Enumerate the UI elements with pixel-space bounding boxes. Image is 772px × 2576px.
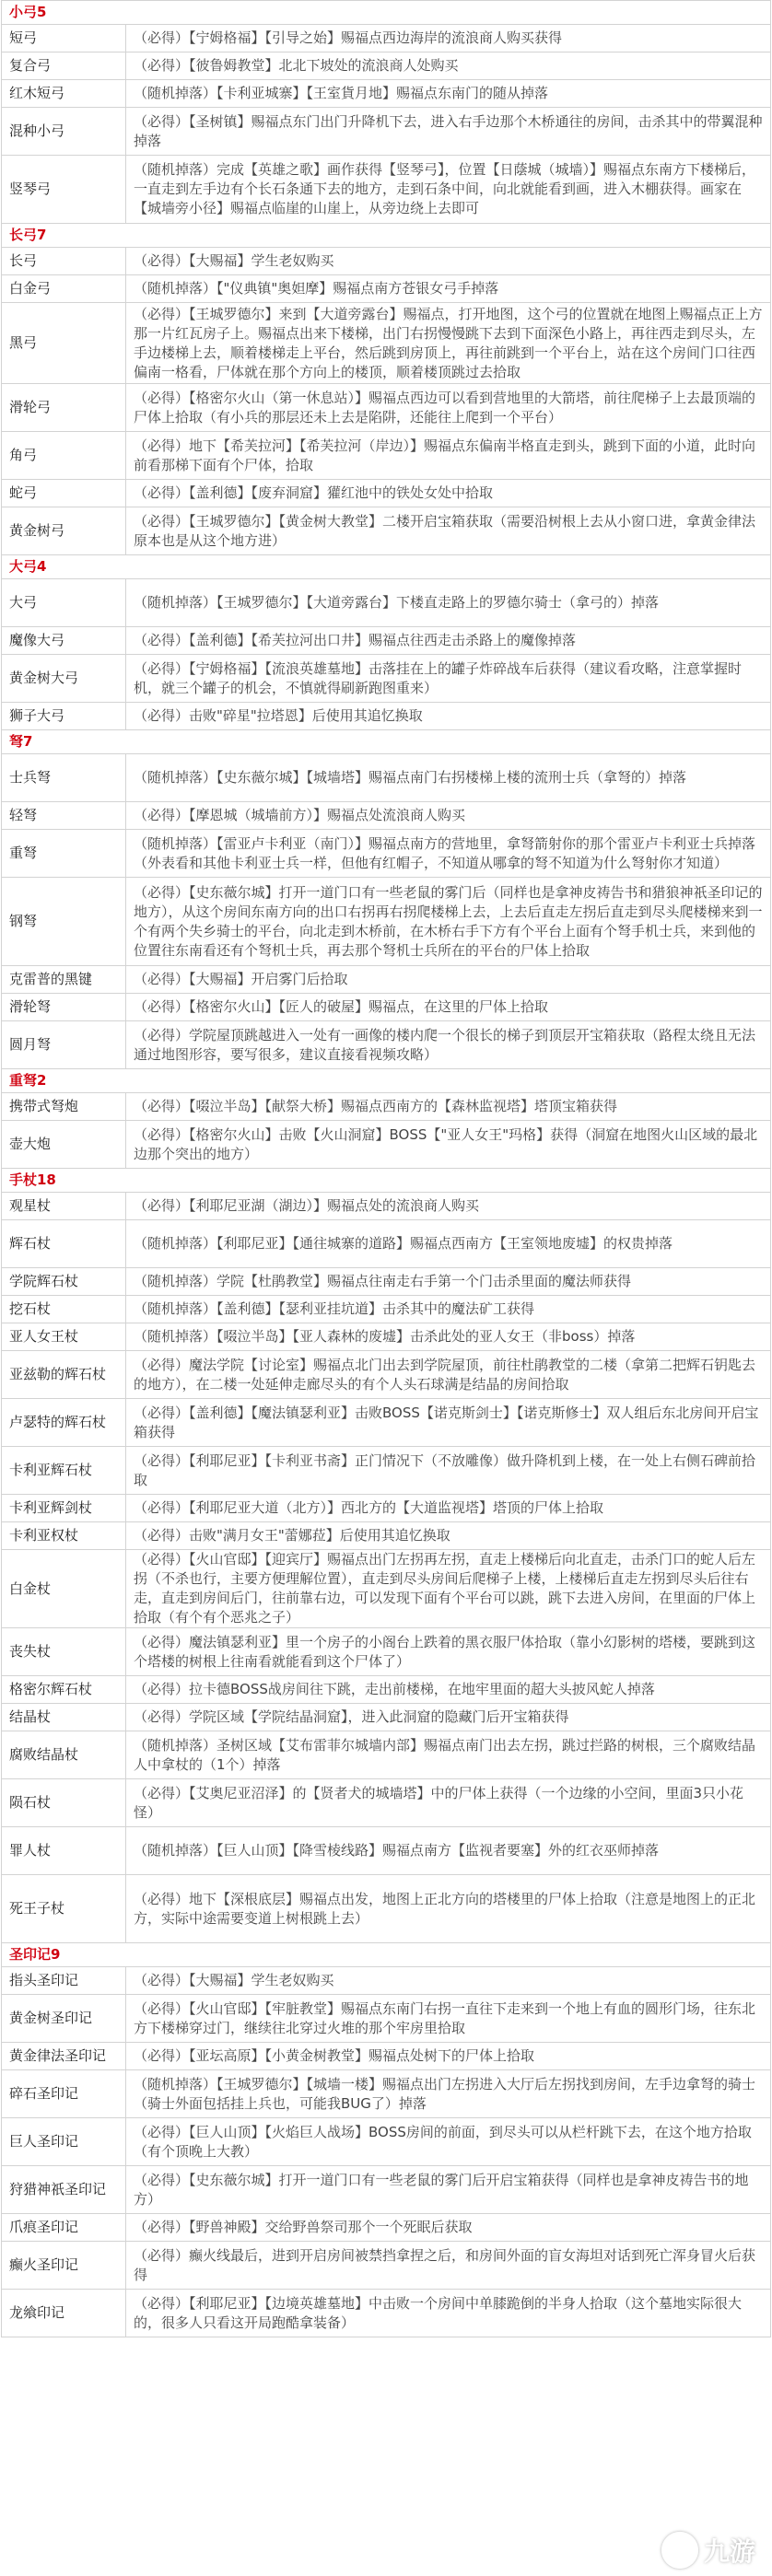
acquisition-description: （必得）【大赐福】学生老奴购买 <box>126 1967 771 1995</box>
weapon-name: 亚人女王杖 <box>2 1323 126 1351</box>
table-row <box>2 1193 771 1220</box>
acquisition-description: （随机掉落）【卡利亚城寨】【王室貨月地】赐福点东南门的随从掉落 <box>126 80 771 108</box>
weapon-name: 滑轮弓 <box>2 384 126 432</box>
table-row <box>2 1676 771 1704</box>
table-row <box>2 248 771 275</box>
acquisition-description: （随机掉落）【巨人山顶】【降雪棱线路】赐福点南方【监视者要塞】外的红衣巫师掉落 <box>126 1827 771 1875</box>
table-row <box>2 703 771 730</box>
table-row <box>2 830 771 878</box>
table-row <box>2 1351 771 1399</box>
acquisition-description: （随机掉落）【史东薇尔城】【城墙塔】赐福点南门右拐楼梯上楼的流刑士兵（拿弩的）掉落 <box>126 754 771 802</box>
section-title: 小弓5 <box>2 1 771 25</box>
weapon-name: 士兵弩 <box>2 754 126 802</box>
weapon-name: 黄金律法圣印记 <box>2 2043 126 2070</box>
acquisition-description: （必得）【巨人山顶】【火焰巨人战场】BOSS房间的前面，到尽头可以从栏杆跳下去，在这个地方拾取（有个顶晚上大教） <box>126 2118 771 2166</box>
weapon-name: 黄金树弓 <box>2 507 126 555</box>
table-row <box>2 579 771 627</box>
acquisition-description: （必得）【艾奥尼亚沼泽】的【贤者犬的城墙塔】中的尸体上获得（一个边缘的小空间，里面3只小花怪） <box>126 1779 771 1827</box>
table-row <box>2 1323 771 1351</box>
acquisition-description: （随机掉落）完成【英雄之歌】画作获得【竖琴弓】，位置【日蔭城（城墙）】赐福点东南方下楼梯后，一直走到左手边有个长石条通下去的地方，走到石条中间，向北就能看到画，进入木棚获得。画家在【城墙旁小径】赐福点临崖的山崖上，从旁边绕上去即可 <box>126 156 771 224</box>
weapon-name: 大弓 <box>2 579 126 627</box>
table-row <box>2 1628 771 1676</box>
acquisition-description: （必得）魔法学院【讨论室】赐福点北门出去到学院屋顶，前往杜鹃教堂的二楼（拿第二把辉石钥匙去的地方），在二楼一处延伸走廊尽头的有个人头石球满是结晶的房间拾取 <box>126 1351 771 1399</box>
acquisition-description: （必得）【盖利德】【希芙拉河出口井】赐福点往西走击杀路上的魔像掉落 <box>126 627 771 655</box>
weapon-name: 混种小弓 <box>2 108 126 156</box>
acquisition-description: （必得）【王城罗德尔】【黄金树大教堂】二楼开启宝箱获取（需要沿树根上去从小窗口进，拿黄金律法原本也是从这个地方进） <box>126 507 771 555</box>
acquisition-description: （必得）击败"满月女王"蕾娜菈】后使用其追忆换取 <box>126 1522 771 1550</box>
table-row <box>2 2214 771 2242</box>
weapon-name: 角弓 <box>2 432 126 480</box>
acquisition-description: （必得）【格密尔火山】击败【火山洞窟】BOSS【"亚人女王"玛格】获得（洞窟在地图火山区域的最北边那个突出的地方） <box>126 1121 771 1169</box>
table-row <box>2 303 771 384</box>
acquisition-description: （必得）【亚坛高原】【小黄金树教堂】赐福点处树下的尸体上拾取 <box>126 2043 771 2070</box>
table-row <box>2 1220 771 1268</box>
acquisition-description: （必得）【盖利德】【废弃洞窟】獾红池中的铁处女处中拾取 <box>126 480 771 507</box>
acquisition-description: （必得）【火山官邸】【迎宾厅】赐福点出门左拐再左拐，直走上楼梯后向北直走，击杀门口的蛇人后左拐（不杀也行，主要方便理解位置），直走到尽头房间后爬梯子上楼，上楼梯后直走左拐到尽头后往右走，直走到房间后门，往前靠右边，可以发现下面有个平台可以跳，跳下去进入房间，在里面的尸体上拾取（有个有个恶兆之子） <box>126 1550 771 1628</box>
weapon-name: 辉石杖 <box>2 1220 126 1268</box>
weapon-name: 学院辉石杖 <box>2 1268 126 1296</box>
table-row <box>2 2118 771 2166</box>
weapon-name: 巨人圣印记 <box>2 2118 126 2166</box>
table-row <box>2 25 771 52</box>
table-row <box>2 1093 771 1121</box>
acquisition-description: （必得）【彼鲁姆教堂】北北下坡处的流浪商人处购买 <box>126 52 771 80</box>
weapon-name: 竖琴弓 <box>2 156 126 224</box>
section-title: 重弩2 <box>2 1069 771 1093</box>
weapon-name: 红木短弓 <box>2 80 126 108</box>
acquisition-description: （必得）地下【深根底层】赐福点出发，地图上正北方向的塔楼里的尸体上拾取（注意是地图上的正北方，实际中途需要变道上树根跳上去） <box>126 1875 771 1943</box>
table-row <box>2 2043 771 2070</box>
weapon-name: 黑弓 <box>2 303 126 384</box>
table-row <box>2 156 771 224</box>
table-row <box>2 1875 771 1943</box>
section-header <box>2 224 771 248</box>
acquisition-description: （随机掉落）【"仪典镇"奥妲摩】赐福点南方苍银女弓手掉落 <box>126 275 771 303</box>
acquisition-description: （随机掉落）【雷亚卢卡利亚（南门）】赐福点南方的营地里，拿弩箭射你的那个雷亚卢卡利亚士兵掉落（外表看和其他卡利亚士兵一样，但他有红帽子，不知道从哪拿的弩不知道为什么弩射你才知道） <box>126 830 771 878</box>
acquisition-description: （必得）【格密尔火山】【匠人的破屋】赐福点，在这里的尸体上拾取 <box>126 994 771 1021</box>
table-row <box>2 627 771 655</box>
weapon-name: 滑轮弩 <box>2 994 126 1021</box>
acquisition-description: （必得）【利耶尼亚】【边境英雄墓地】中击败一个房间中单膝跪倒的半身人拾取（这个墓地实际很大的，很多人只看这开局跑酷拿装备） <box>126 2290 771 2337</box>
section-header <box>2 730 771 754</box>
table-row <box>2 1522 771 1550</box>
weapon-name: 丧失杖 <box>2 1628 126 1676</box>
table-row <box>2 52 771 80</box>
table-row <box>2 1995 771 2043</box>
acquisition-description: （必得）地下【希芙拉河】【希芙拉河（岸边）】赐福点东偏南半格直走到头，跳到下面的小道，此时向前看那梯下面有个尸体，拾取 <box>126 432 771 480</box>
table-row <box>2 480 771 507</box>
acquisition-description: （必得）【宁姆格福】【流浪英雄墓地】击落挂在上的罐子炸碎战车后获得（建议看攻略，注意掌握时机，就三个罐子的机会，不慎就得刷新跑图重来） <box>126 655 771 703</box>
weapon-name: 卡利亚权杖 <box>2 1522 126 1550</box>
circle-logo-icon <box>661 2532 698 2569</box>
table-row <box>2 384 771 432</box>
acquisition-description: （必得）【大赐福】学生老奴购买 <box>126 248 771 275</box>
weapon-name: 白金杖 <box>2 1550 126 1628</box>
table-row <box>2 1268 771 1296</box>
acquisition-description: （随机掉落）圣树区域【艾布雷菲尔城墙内部】赐福点南门出去左拐，跳过拦路的树根，三个腐败结晶人中拿杖的（1个）掉落 <box>126 1731 771 1779</box>
weapon-name: 指头圣印记 <box>2 1967 126 1995</box>
acquisition-description: （随机掉落）【王城罗德尔】【大道旁露台】下楼直走路上的罗德尔骑士（拿弓的）掉落 <box>126 579 771 627</box>
acquisition-description: （必得）【野兽神殿】交给野兽祭司那个一个死眠后获取 <box>126 2214 771 2242</box>
weapon-name: 蛇弓 <box>2 480 126 507</box>
weapon-name: 癫火圣印记 <box>2 2242 126 2290</box>
section-header <box>2 1 771 25</box>
table-row <box>2 966 771 994</box>
table-row <box>2 2290 771 2337</box>
weapon-name: 观星杖 <box>2 1193 126 1220</box>
acquisition-description: （必得）【史东薇尔城】打开一道门口有一些老鼠的雾门后开启宝箱获得（同样也是拿神皮祷告书的地方） <box>126 2166 771 2214</box>
acquisition-description: （必得）【大赐福】开启雾门后拾取 <box>126 966 771 994</box>
acquisition-description: （随机掉落）【利耶尼亚】【通往城寨的道路】赐福点西南方【王室领地废墟】的权贵掉落 <box>126 1220 771 1268</box>
weapon-name: 卡利亚辉剑杖 <box>2 1495 126 1522</box>
table-row <box>2 1967 771 1995</box>
weapon-name: 长弓 <box>2 248 126 275</box>
watermark-text: 九游 <box>703 2536 755 2567</box>
section-header <box>2 1943 771 1967</box>
table-row <box>2 754 771 802</box>
section-title: 手杖18 <box>2 1169 771 1193</box>
section-header <box>2 1169 771 1193</box>
weapon-name: 结晶杖 <box>2 1704 126 1731</box>
acquisition-description: （必得）拉卡德BOSS战房间往下跳，走出前楼梯，在地牢里面的超大头披风蛇人掉落 <box>126 1676 771 1704</box>
acquisition-description: （必得）击败"碎星"拉塔恩】后使用其追忆换取 <box>126 703 771 730</box>
table-row <box>2 1495 771 1522</box>
acquisition-description: （必得）【盖利德】【魔法镇瑟利亚】击败BOSS【诺克斯剑士】【诺克斯修士】双人组后东北房间开启宝箱获得 <box>126 1399 771 1447</box>
weapon-name: 狩猎神祇圣印记 <box>2 2166 126 2214</box>
table-row <box>2 80 771 108</box>
weapon-name: 壶大炮 <box>2 1121 126 1169</box>
weapon-name: 魔像大弓 <box>2 627 126 655</box>
table-row <box>2 1121 771 1169</box>
section-header <box>2 1069 771 1093</box>
acquisition-description: （随机掉落）学院【杜鹃教堂】赐福点往南走右手第一个门击杀里面的魔法师获得 <box>126 1268 771 1296</box>
weapon-name: 碎石圣印记 <box>2 2070 126 2118</box>
table-row <box>2 1399 771 1447</box>
acquisition-description: （必得）魔法镇瑟利亚】里一个房子的小阁台上跌着的黑衣服尸体拾取（靠小幻影树的塔楼，要跳到这个塔楼的树根上往南看就能看到这个尸体了） <box>126 1628 771 1676</box>
weapon-name: 卢瑟特的辉石杖 <box>2 1399 126 1447</box>
section-title: 圣印记9 <box>2 1943 771 1967</box>
weapon-name: 罪人杖 <box>2 1827 126 1875</box>
acquisition-description: （必得）【利耶尼亚湖（湖边）】赐福点处的流浪商人购买 <box>126 1193 771 1220</box>
weapon-name: 挖石杖 <box>2 1296 126 1323</box>
weapon-name: 轻弩 <box>2 802 126 830</box>
acquisition-description: （必得）学院区域【学院结晶洞窟】，进入此洞窟的隐藏门后开宝箱获得 <box>126 1704 771 1731</box>
weapon-name: 重弩 <box>2 830 126 878</box>
table-row <box>2 994 771 1021</box>
acquisition-description: （随机掉落）【王城罗德尔】【城墙一楼】赐福点出门左拐进入大厅后左拐找到房间，左手边拿弩的骑士（骑士外面包括挂上兵也，可能我BUG了）掉落 <box>126 2070 771 2118</box>
acquisition-description: （随机掉落）【盖利德】【瑟利亚挂坑道】击杀其中的魔法矿工获得 <box>126 1296 771 1323</box>
table-row <box>2 507 771 555</box>
weapon-name: 钢弩 <box>2 878 126 966</box>
acquisition-description: （必得）【利耶尼亚大道（北方）】西北方的【大道监视塔】塔顶的尸体上拾取 <box>126 1495 771 1522</box>
weapon-name: 携带式弩炮 <box>2 1093 126 1121</box>
table-row <box>2 878 771 966</box>
table-row <box>2 1447 771 1495</box>
acquisition-description: （必得）【啜泣半岛】【献祭大桥】赐福点西南方的【森林监视塔】塔顶宝箱获得 <box>126 1093 771 1121</box>
table-row <box>2 1827 771 1875</box>
weapon-name: 卡利亚辉石杖 <box>2 1447 126 1495</box>
section-title: 大弓4 <box>2 555 771 579</box>
weapon-name: 死王子杖 <box>2 1875 126 1943</box>
acquisition-description: （必得）【宁姆格福】【引导之始】赐福点西边海岸的流浪商人购买获得 <box>126 25 771 52</box>
weapon-name: 亚兹勒的辉石杖 <box>2 1351 126 1399</box>
weapon-name: 爪痕圣印记 <box>2 2214 126 2242</box>
table-row <box>2 2070 771 2118</box>
weapon-name: 腐败结晶杖 <box>2 1731 126 1779</box>
acquisition-description: （必得）【王城罗德尔】来到【大道旁露台】赐福点，打开地图，这个弓的位置就在地图上赐福点正上方那一片红瓦房子上。赐福点出来下楼梯，出门右拐慢慢跳下去到下面深色小路上，再往西走到尽头，左手边楼梯上去，顺着楼梯走上平台，然后跳到房顶上，再往前跳到一个平台上，站在这个房间门口往西偏南一格看，尸体就在那个方向上的楼顶，顺着楼顶跳过去拾取 <box>126 303 771 384</box>
table-row <box>2 1704 771 1731</box>
table-row <box>2 1021 771 1069</box>
table-row <box>2 802 771 830</box>
weapon-name: 格密尔辉石杖 <box>2 1676 126 1704</box>
acquisition-description: （必得）学院屋顶跳越进入一处有一画像的楼内爬一个很长的梯子到顶层开宝箱获取（路程太绕且无法通过地图形容，要写很多，建议直接看视频攻略） <box>126 1021 771 1069</box>
table-row <box>2 275 771 303</box>
acquisition-description: （必得）【火山官邸】【牢脏教堂】赐福点东南门右拐一直往下走来到一个地上有血的圆形门场，往东北方下楼梯穿过门，继续往北穿过火堆的那个牢房里拾取 <box>126 1995 771 2043</box>
weapon-name: 狮子大弓 <box>2 703 126 730</box>
acquisition-description: （必得）【摩恩城（城墙前方）】赐福点处流浪商人购买 <box>126 802 771 830</box>
acquisition-description: （随机掉落）【啜泣半岛】【亚人森林的废墟】击杀此处的亚人女王（非boss）掉落 <box>126 1323 771 1351</box>
weapon-name: 短弓 <box>2 25 126 52</box>
acquisition-description: （必得）【圣树镇】赐福点东门出门升降机下去，进入右手边那个木桥通往的房间，击杀其中的带翼混种掉落 <box>126 108 771 156</box>
weapon-name: 龙飨印记 <box>2 2290 126 2337</box>
weapon-name: 陨石杖 <box>2 1779 126 1827</box>
table-row <box>2 2166 771 2214</box>
weapon-name: 白金弓 <box>2 275 126 303</box>
section-header <box>2 555 771 579</box>
acquisition-description: （必得）【利耶尼亚】【卡利亚书斋】正门情况下（不放雕像）做升降机到上楼，在一处上右侧石碑前拾取 <box>126 1447 771 1495</box>
acquisition-description: （必得）【格密尔火山（第一休息站）】赐福点西边可以看到营地里的大箭塔，前往爬梯子上去最顶端的尸体上拾取（有小兵的那层还未上去是陷阱，还能往上爬到一个平台） <box>126 384 771 432</box>
watermark <box>661 2532 755 2569</box>
weapon-name: 黄金树大弓 <box>2 655 126 703</box>
weapon-name: 克雷普的黑键 <box>2 966 126 994</box>
section-title: 弩7 <box>2 730 771 754</box>
weapon-name: 复合弓 <box>2 52 126 80</box>
table-row <box>2 655 771 703</box>
weapon-table <box>1 0 771 2337</box>
acquisition-description: （必得）癫火线最后，进到开启房间被禁挡拿捏之后，和房间外面的盲女海坦对话到死亡浑身冒火后获得 <box>126 2242 771 2290</box>
table-row <box>2 2242 771 2290</box>
acquisition-description: （必得）【史东薇尔城】打开一道门口有一些老鼠的雾门后（同样也是拿神皮祷告书和猎狼神祇圣印记的地方），从这个房间东南方向的出口右拐再右拐爬楼梯上去，上去后直走左拐后直走到尽头爬楼梯来到一个有两个失乡骑士的平台，向北走到木桥前，在木桥右手下方有个平台上面有个弩手机士兵，来到他的位置往东南看还有个弩机士兵，再去那个弩机士兵所在的平台的尸体上拾取 <box>126 878 771 966</box>
table-row <box>2 1550 771 1628</box>
table-row <box>2 108 771 156</box>
section-title: 长弓7 <box>2 224 771 248</box>
weapon-name: 圆月弩 <box>2 1021 126 1069</box>
table-row <box>2 1779 771 1827</box>
table-row <box>2 432 771 480</box>
table-row <box>2 1296 771 1323</box>
table-row <box>2 1731 771 1779</box>
weapon-name: 黄金树圣印记 <box>2 1995 126 2043</box>
